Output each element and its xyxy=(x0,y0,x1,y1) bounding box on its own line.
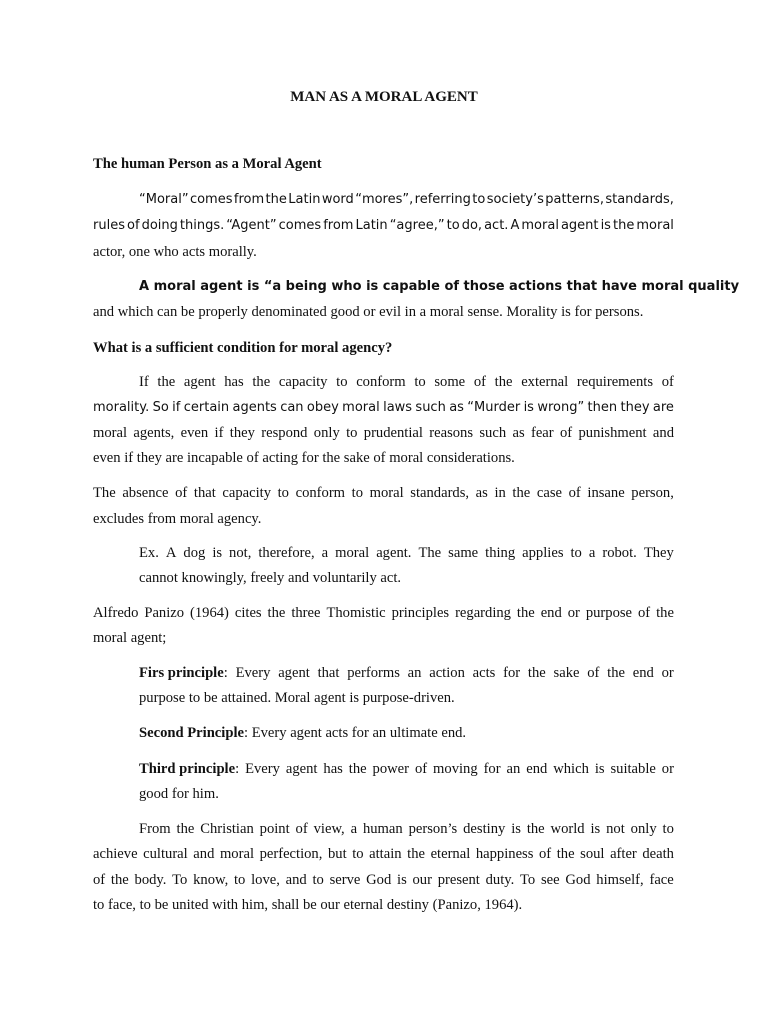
word: from xyxy=(233,192,265,207)
word: moral xyxy=(219,846,254,862)
word: conform xyxy=(356,374,406,390)
word: to xyxy=(570,545,582,561)
word: is xyxy=(594,761,605,777)
word: or xyxy=(661,761,674,777)
word: only xyxy=(313,425,340,441)
word: serve xyxy=(329,872,361,888)
word: human xyxy=(362,821,403,837)
word: end xyxy=(526,761,548,777)
word: moral xyxy=(369,485,404,501)
word: for xyxy=(503,665,521,681)
word: wrong” xyxy=(537,400,585,415)
word: Christian xyxy=(200,821,254,837)
word: is xyxy=(600,218,611,233)
paragraph-4-line-1 xyxy=(93,484,674,502)
word: then xyxy=(587,400,618,415)
word: respond xyxy=(261,425,308,441)
word: Every xyxy=(235,665,271,681)
word: thing xyxy=(485,545,516,561)
word: things. xyxy=(179,218,225,233)
word: has xyxy=(224,374,244,390)
word: and xyxy=(285,872,307,888)
word: as xyxy=(449,400,464,415)
word: to xyxy=(351,485,364,501)
document-title: MAN AS A MORAL AGENT xyxy=(290,89,478,105)
word: morality. xyxy=(93,400,150,415)
word: attain xyxy=(369,846,402,862)
word: an xyxy=(407,665,422,681)
word: action xyxy=(429,665,465,681)
word: laws xyxy=(383,400,413,415)
word: the xyxy=(494,374,513,390)
word: to xyxy=(662,821,674,837)
word: standards, xyxy=(410,485,470,501)
word: present xyxy=(437,872,480,888)
word: moral xyxy=(342,400,380,415)
word: is xyxy=(511,821,521,837)
word: the xyxy=(252,374,271,390)
principle-1-line-2: purpose to be attained. Moral agent is purpose-driven. xyxy=(139,690,455,706)
example-line-2: cannot knowingly, freely and voluntarily act. xyxy=(139,570,402,586)
word: and xyxy=(193,846,215,862)
word: of xyxy=(661,374,674,390)
word: From xyxy=(139,821,171,837)
word: that xyxy=(317,665,340,681)
word: view, xyxy=(313,821,345,837)
word: the xyxy=(607,665,626,681)
word: end xyxy=(540,605,562,621)
word: reasons xyxy=(429,425,474,441)
word: to xyxy=(346,425,358,441)
word: referring xyxy=(414,192,471,207)
word: know, xyxy=(193,872,229,888)
word: regarding xyxy=(455,605,511,621)
word: moral xyxy=(521,218,559,233)
word: of xyxy=(93,872,106,888)
principle-1-label: Firs principle: xyxy=(139,665,228,681)
word: the xyxy=(527,665,546,681)
paragraph-2-line-1: A moral agent is “a being who is capable of those actions that have moral quality xyxy=(139,279,740,294)
word: Panizo xyxy=(144,605,185,621)
word: the xyxy=(176,821,195,837)
word: three xyxy=(291,605,321,621)
word: purpose xyxy=(585,605,633,621)
word: person, xyxy=(631,485,674,501)
word: not, xyxy=(229,545,252,561)
word: rules xyxy=(93,218,125,233)
paragraph-2-line-2: and which can be properly denominated good or evil in a moral sense. Morality is for persons. xyxy=(93,304,644,320)
word: A xyxy=(165,545,177,561)
word: only xyxy=(630,821,657,837)
word: to xyxy=(352,846,364,862)
word: of xyxy=(568,485,581,501)
word: in xyxy=(494,485,506,501)
word: fear xyxy=(530,425,554,441)
word: such xyxy=(415,400,446,415)
word: or xyxy=(661,665,674,681)
word: “mores”, xyxy=(355,192,414,207)
paragraph-5-line-1 xyxy=(93,604,674,622)
word: happiness xyxy=(475,846,534,862)
word: applies xyxy=(522,545,564,561)
word: perfection, xyxy=(259,846,323,862)
word: eternal xyxy=(430,846,471,862)
word: the xyxy=(512,485,531,501)
word: of xyxy=(473,374,486,390)
word: can xyxy=(280,400,304,415)
word: world xyxy=(550,821,585,837)
word: obey xyxy=(306,400,339,415)
word: “Agent” xyxy=(226,218,277,233)
paragraph-1-line-1 xyxy=(139,191,674,209)
section-heading: The human Person as a Moral Agent xyxy=(93,156,322,172)
word: of xyxy=(127,218,140,233)
word: the xyxy=(612,218,635,233)
word: standards, xyxy=(605,192,674,207)
word: of xyxy=(175,485,188,501)
word: duty. xyxy=(485,872,515,888)
word: of xyxy=(538,846,552,862)
paragraph-6-line-3 xyxy=(93,871,674,889)
paragraph-6-line-1 xyxy=(139,820,674,838)
principle-2 xyxy=(139,724,466,742)
word: to xyxy=(414,374,426,390)
paragraph-6-line-4: to face, to be united with him, shall be our eternal destiny (Panizo, 1964). xyxy=(93,897,523,913)
word: of xyxy=(587,665,600,681)
word: case xyxy=(536,485,562,501)
word: cites xyxy=(234,605,262,621)
word: A xyxy=(510,218,520,233)
word: sake xyxy=(553,665,580,681)
word: robot. xyxy=(602,545,637,561)
word: The xyxy=(418,545,442,561)
word: To xyxy=(172,872,188,888)
word: therefore, xyxy=(258,545,315,561)
word: the xyxy=(265,192,287,207)
word: to xyxy=(446,218,460,233)
word: if xyxy=(214,425,224,441)
word: capacity xyxy=(222,485,272,501)
word: as xyxy=(512,425,525,441)
word: Ex. xyxy=(139,545,159,561)
word: destiny xyxy=(463,821,506,837)
word: body. xyxy=(134,872,167,888)
word: that xyxy=(193,485,216,501)
word: act. xyxy=(484,218,509,233)
word: the xyxy=(516,605,535,621)
word: dog xyxy=(183,545,206,561)
word: to xyxy=(312,872,324,888)
paragraph-3-line-4: even if they are incapable of acting for the sake of moral considerations. xyxy=(93,450,515,466)
word: is xyxy=(397,872,407,888)
word: patterns, xyxy=(545,192,604,207)
word: see xyxy=(540,872,560,888)
word: moving xyxy=(433,761,478,777)
word: agent. xyxy=(376,545,412,561)
word: to xyxy=(336,374,348,390)
word: of xyxy=(414,761,428,777)
word: an xyxy=(506,761,521,777)
word: word xyxy=(321,192,354,207)
word: they xyxy=(229,425,255,441)
word: same xyxy=(448,545,479,561)
word: performs xyxy=(347,665,400,681)
word: Alfredo xyxy=(93,605,139,621)
word: So xyxy=(152,400,169,415)
word: God xyxy=(366,872,392,888)
word: is xyxy=(523,400,534,415)
word: to xyxy=(234,872,246,888)
principle-2-text: : Every agent acts for an ultimate end. xyxy=(244,725,467,741)
word: achieve xyxy=(93,846,138,862)
word: some xyxy=(434,374,466,390)
principle-1-line-1 xyxy=(139,664,674,682)
word: after xyxy=(610,846,637,862)
word: suitable xyxy=(610,761,656,777)
word: acts xyxy=(472,665,496,681)
paragraph-1-line-3: actor, one who acts morally. xyxy=(93,244,257,260)
word: a xyxy=(588,545,596,561)
word: They xyxy=(643,545,674,561)
word: himself, xyxy=(596,872,644,888)
word: capacity xyxy=(278,374,328,390)
word: certain xyxy=(183,400,230,415)
word: a xyxy=(350,821,358,837)
word: “Murder xyxy=(467,400,521,415)
word: the xyxy=(267,605,286,621)
word: “Moral” xyxy=(139,192,189,207)
word: society’s xyxy=(486,192,544,207)
word: are xyxy=(652,400,674,415)
word: of xyxy=(637,605,651,621)
word: is xyxy=(590,821,601,837)
word: insane xyxy=(587,485,625,501)
word: as xyxy=(475,485,488,501)
word: for xyxy=(483,761,501,777)
word: requirements xyxy=(576,374,654,390)
word: “agree,” xyxy=(389,218,445,233)
paragraph-4-line-2: excludes from moral agency. xyxy=(93,511,262,527)
word: moral xyxy=(335,545,370,561)
word: the xyxy=(157,374,176,390)
paragraph-3-line-2 xyxy=(93,399,674,417)
word: external xyxy=(521,374,569,390)
word: the xyxy=(407,846,425,862)
word: power xyxy=(372,761,410,777)
word: the xyxy=(556,846,575,862)
word: our xyxy=(412,872,432,888)
word: to xyxy=(277,485,289,501)
word: of xyxy=(559,425,573,441)
word: do, xyxy=(461,218,483,233)
word: or xyxy=(567,605,580,621)
word: is xyxy=(212,545,223,561)
word: person’s xyxy=(408,821,458,837)
word: agents xyxy=(232,400,277,415)
word: punishment xyxy=(578,425,647,441)
word: comes xyxy=(278,218,322,233)
question-heading: What is a sufficient condition for moral agency? xyxy=(93,340,393,356)
word: not xyxy=(606,821,625,837)
word: soul xyxy=(580,846,605,862)
word: even xyxy=(180,425,209,441)
word: Latin xyxy=(355,218,388,233)
word: if xyxy=(172,400,181,415)
word: a xyxy=(321,545,329,561)
word: agent xyxy=(278,665,310,681)
word: end xyxy=(632,665,654,681)
word: The xyxy=(93,485,116,501)
word: love, xyxy=(251,872,280,888)
word: moral xyxy=(636,218,674,233)
word: agent xyxy=(560,218,599,233)
word: point xyxy=(259,821,290,837)
word: conform xyxy=(295,485,346,501)
paragraph-6-line-2 xyxy=(93,845,674,863)
word: principles xyxy=(391,605,450,621)
word: comes xyxy=(189,192,233,207)
word: To xyxy=(520,872,536,888)
word: Every xyxy=(245,761,280,777)
word: death xyxy=(642,846,674,862)
word: Latin xyxy=(288,192,321,207)
principle-3-label: Third principle: xyxy=(139,761,240,777)
word: Thomistic xyxy=(326,605,386,621)
principle-3-line-1 xyxy=(139,760,674,778)
word: agent xyxy=(183,374,216,390)
word: has xyxy=(323,761,343,777)
word: which xyxy=(553,761,589,777)
word: cultural xyxy=(143,846,188,862)
paragraph-5-line-2: moral agent; xyxy=(93,630,167,646)
paragraph-1-line-2 xyxy=(93,217,674,235)
word: such xyxy=(479,425,507,441)
word: doing xyxy=(141,218,178,233)
word: the xyxy=(526,821,545,837)
word: the xyxy=(656,605,674,621)
word: (1964) xyxy=(190,605,229,621)
word: they xyxy=(620,400,650,415)
word: the xyxy=(348,761,367,777)
word: prudential xyxy=(363,425,423,441)
principle-3-line-2: good for him. xyxy=(139,786,219,802)
principle-2-label: Second Principle xyxy=(139,725,244,741)
word: the xyxy=(110,872,129,888)
word: of xyxy=(295,821,308,837)
word: If xyxy=(139,374,149,390)
word: agent xyxy=(285,761,318,777)
word: agents, xyxy=(133,425,175,441)
word: from xyxy=(323,218,354,233)
word: face xyxy=(649,872,674,888)
word: absence xyxy=(122,485,169,501)
word: but xyxy=(327,846,347,862)
paragraph-3-line-3 xyxy=(93,424,674,442)
word: God xyxy=(565,872,591,888)
word: and xyxy=(652,425,674,441)
word: to xyxy=(472,192,486,207)
example-line-1 xyxy=(139,544,674,562)
paragraph-3-line-1 xyxy=(139,373,674,391)
word: moral xyxy=(93,425,128,441)
